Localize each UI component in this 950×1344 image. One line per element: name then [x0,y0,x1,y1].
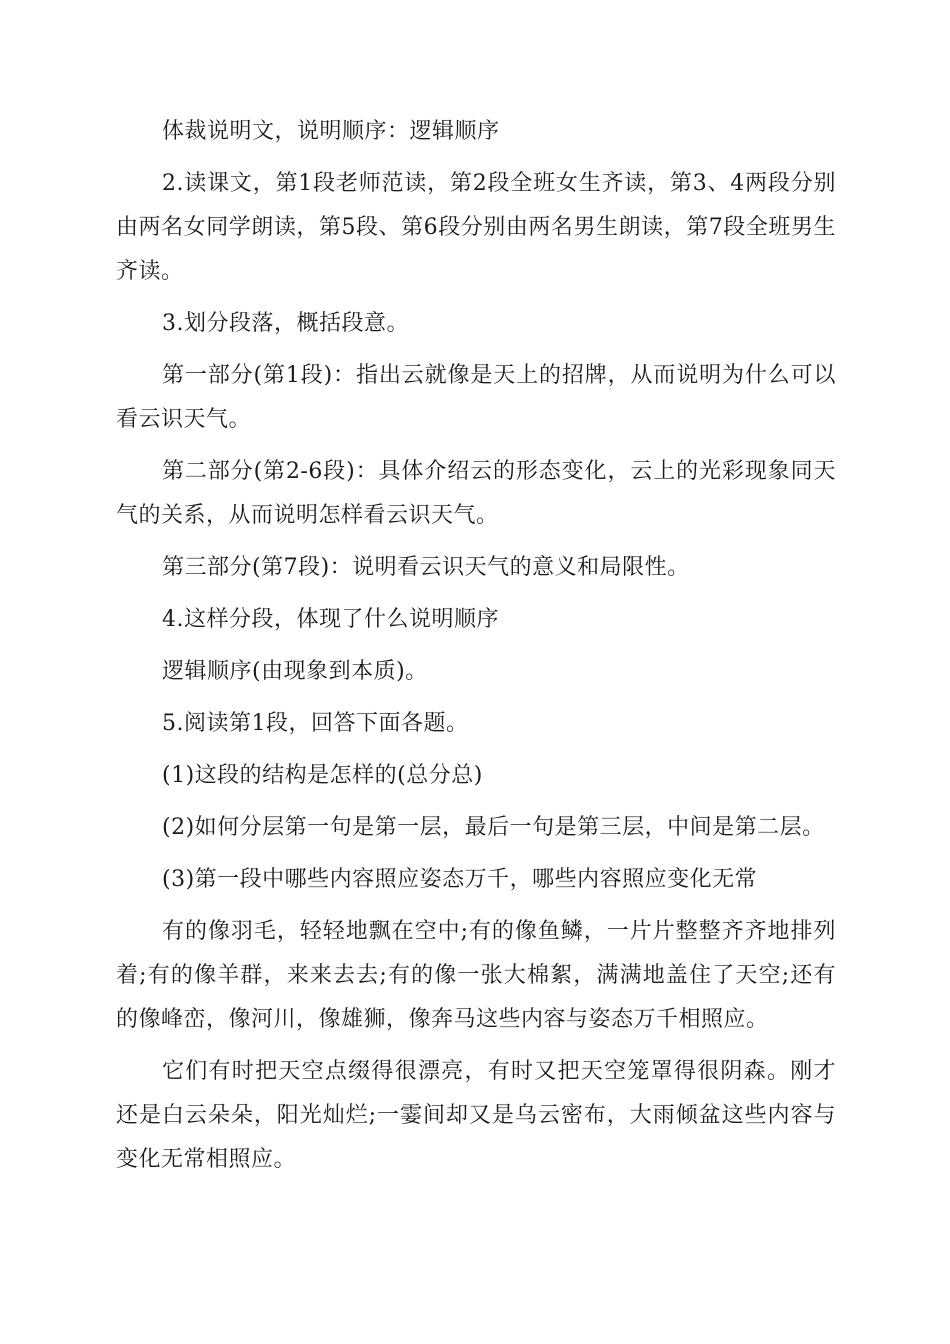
paragraph-part-three: 第三部分(第7段)：说明看云识天气的意义和局限性。 [162,555,690,580]
paragraph-subquestion-3: (3)第一段中哪些内容照应姿态万千，哪些内容照应变化无常 [162,867,758,892]
paragraph-part-two: 第二部分(第2-6段)：具体介绍云的形态变化，云上的光彩现象同天气的关系，从而说明怎样看云识天气。 [116,459,836,528]
paragraph-question-5: 5.阅读第1段，回答下面各题。 [162,711,469,736]
paragraph-answer-varied-forms: 有的像羽毛，轻轻地飘在空中;有的像鱼鳞，一片片整整齐齐地排列着;有的像羊群，来来去去;有的像一张大棉絮，满满地盖住了天空;还有的像峰峦，像河川，像雄狮，像奔马这些内容与姿态万千相照应。 [116,919,836,1032]
paragraph-answer-changeable: 它们有时把天空点缀得很漂亮，有时又把天空笼罩得很阴森。刚才还是白云朵朵，阳光灿烂;一霎间却又是乌云密布，大雨倾盆这些内容与变化无常相照应。 [116,1059,836,1172]
paragraph-subquestion-1: (1)这段的结构是怎样的(总分总) [162,763,483,788]
paragraph-genre: 体裁说明文，说明顺序：逻辑顺序 [162,119,500,144]
paragraph-division-task: 3.划分段落，概括段意。 [162,311,409,336]
paragraph-reading-plan: 2.读课文，第1段老师范读，第2段全班女生齐读，第3、4两段分别由两名女同学朗读，第5段、第6段分别由两名男生朗读，第7段全班男生齐读。 [116,171,836,284]
document-body [116,110,836,1190]
paragraph-subquestion-2: (2)如何分层第一句是第一层，最后一句是第三层，中间是第二层。 [162,815,825,840]
paragraph-part-one: 第一部分(第1段)：指出云就像是天上的招牌，从而说明为什么可以看云识天气。 [116,363,836,432]
paragraph-question-4: 4.这样分段，体现了什么说明顺序 [162,607,499,632]
paragraph-answer-4: 逻辑顺序(由现象到本质)。 [162,659,428,684]
